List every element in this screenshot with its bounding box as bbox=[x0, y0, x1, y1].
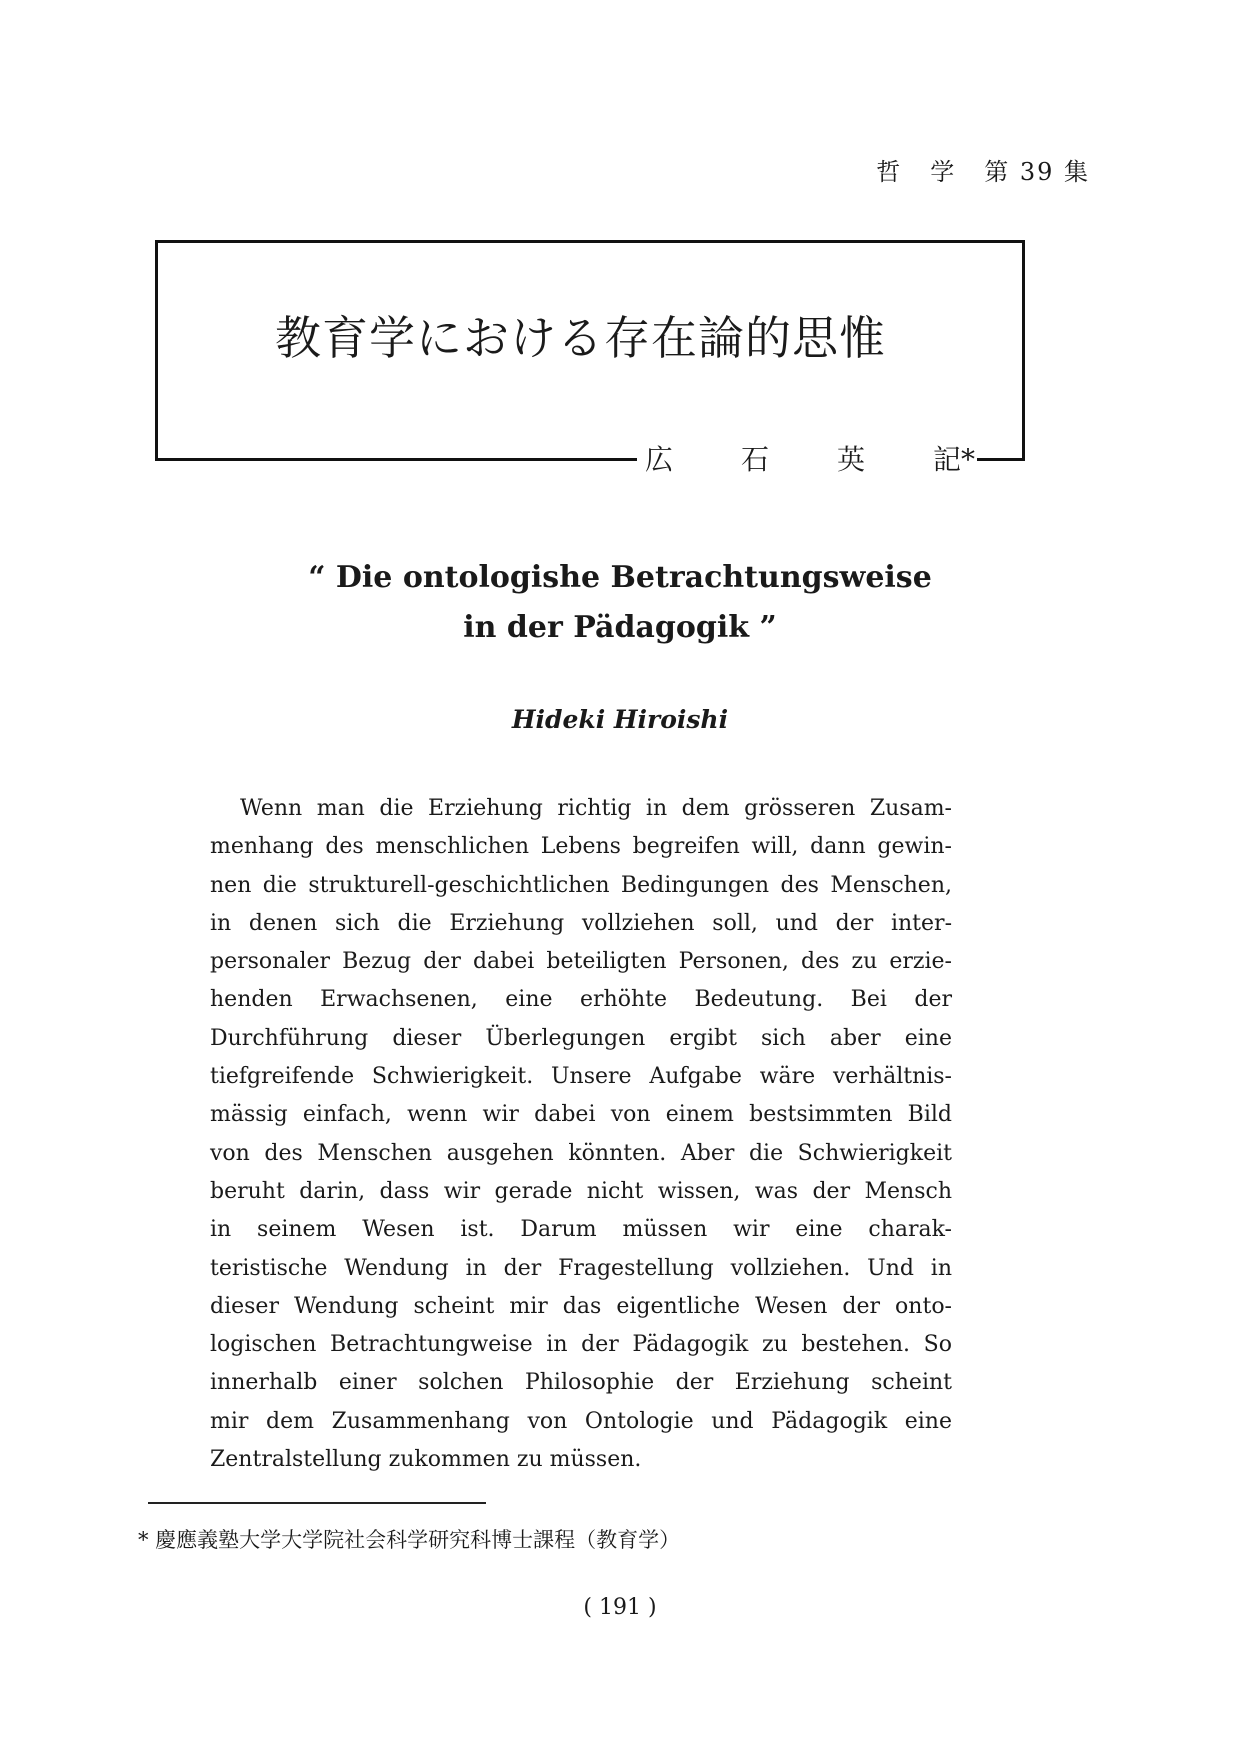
abstract-line: logischen Betrachtungweise in der Pädagogik zu bestehen. So bbox=[210, 1332, 952, 1358]
title-box-right-rule bbox=[1022, 240, 1025, 461]
journal-header bbox=[876, 152, 1090, 187]
japanese-author-char: 記* bbox=[932, 443, 975, 476]
abstract-line: dieser Wendung scheint mir das eigentliche Wesen der onto- bbox=[210, 1293, 952, 1319]
abstract-line: in seinem Wesen ist. Darum müssen wir eine charak- bbox=[210, 1217, 952, 1243]
abstract-line: Durchführung dieser Überlegungen ergibt sich aber eine bbox=[210, 1025, 952, 1051]
journal-header-left: 哲 bbox=[876, 158, 903, 186]
japanese-author-char: 広 bbox=[645, 443, 674, 476]
title-box-bottom-rule-left bbox=[155, 458, 637, 461]
journal-header-volume: 第 39 集 bbox=[984, 158, 1090, 186]
abstract-line: Wenn man die Erziehung richtig in dem grösseren Zusam- bbox=[240, 796, 952, 821]
japanese-author-char: 英 bbox=[836, 443, 865, 476]
title-box-bottom-rule-right bbox=[977, 458, 1025, 461]
abstract-line: von des Menschen ausgehen könnten. Aber die Schwierigkeit bbox=[210, 1140, 952, 1166]
romanized-author: Hideki Hiroishi bbox=[511, 705, 729, 734]
german-title-line-2: in der Pädagogik ” bbox=[463, 610, 777, 645]
japanese-author bbox=[645, 438, 975, 478]
abstract-line: innerhalb einer solchen Philosophie der Erziehung scheint bbox=[210, 1370, 952, 1396]
german-title-line-1: “ Die ontologishe Betrachtungsweise bbox=[308, 560, 932, 595]
abstract-line: tiefgreifende Schwierigkeit. Unsere Aufgabe wäre verhältnis- bbox=[210, 1064, 952, 1090]
abstract-line: mir dem Zusammenhang von Ontologie und Pädagogik eine bbox=[210, 1408, 952, 1434]
journal-header-mid: 学 bbox=[930, 158, 957, 186]
title-box bbox=[155, 240, 1025, 476]
abstract-line: Zentralstellung zukommen zu müssen. bbox=[210, 1447, 642, 1473]
japanese-title: 教育学における存在論的思惟 bbox=[275, 311, 886, 365]
abstract-line: mässig einfach, wenn wir dabei von einem bestsimmten Bild bbox=[210, 1102, 952, 1128]
japanese-author-char: 石 bbox=[740, 443, 769, 476]
page-number: ( 191 ) bbox=[583, 1595, 657, 1620]
abstract-line: in denen sich die Erziehung vollziehen soll, und der inter- bbox=[210, 910, 952, 936]
title-box-left-rule bbox=[155, 240, 158, 461]
abstract-line: personaler Bezug der dabei beteiligten Personen, des zu erzie- bbox=[210, 949, 952, 975]
abstract-line: nen die strukturell-geschichtlichen Bedingungen des Menschen, bbox=[210, 872, 952, 898]
footnote: * 慶應義塾大学大学院社会科学研究科博士課程（教育学） bbox=[138, 1528, 681, 1552]
abstract-line: beruht darin, dass wir gerade nicht wissen, was der Mensch bbox=[210, 1178, 952, 1204]
footnote-rule bbox=[148, 1502, 486, 1504]
title-box-top-rule bbox=[155, 240, 1025, 243]
abstract-line: menhang des menschlichen Lebens begreifen will, dann gewin- bbox=[210, 834, 952, 860]
abstract-line: henden Erwachsenen, eine erhöhte Bedeutung. Bei der bbox=[210, 987, 952, 1013]
abstract-line: teristische Wendung in der Fragestellung vollziehen. Und in bbox=[210, 1255, 952, 1281]
abstract-body bbox=[210, 790, 952, 1479]
